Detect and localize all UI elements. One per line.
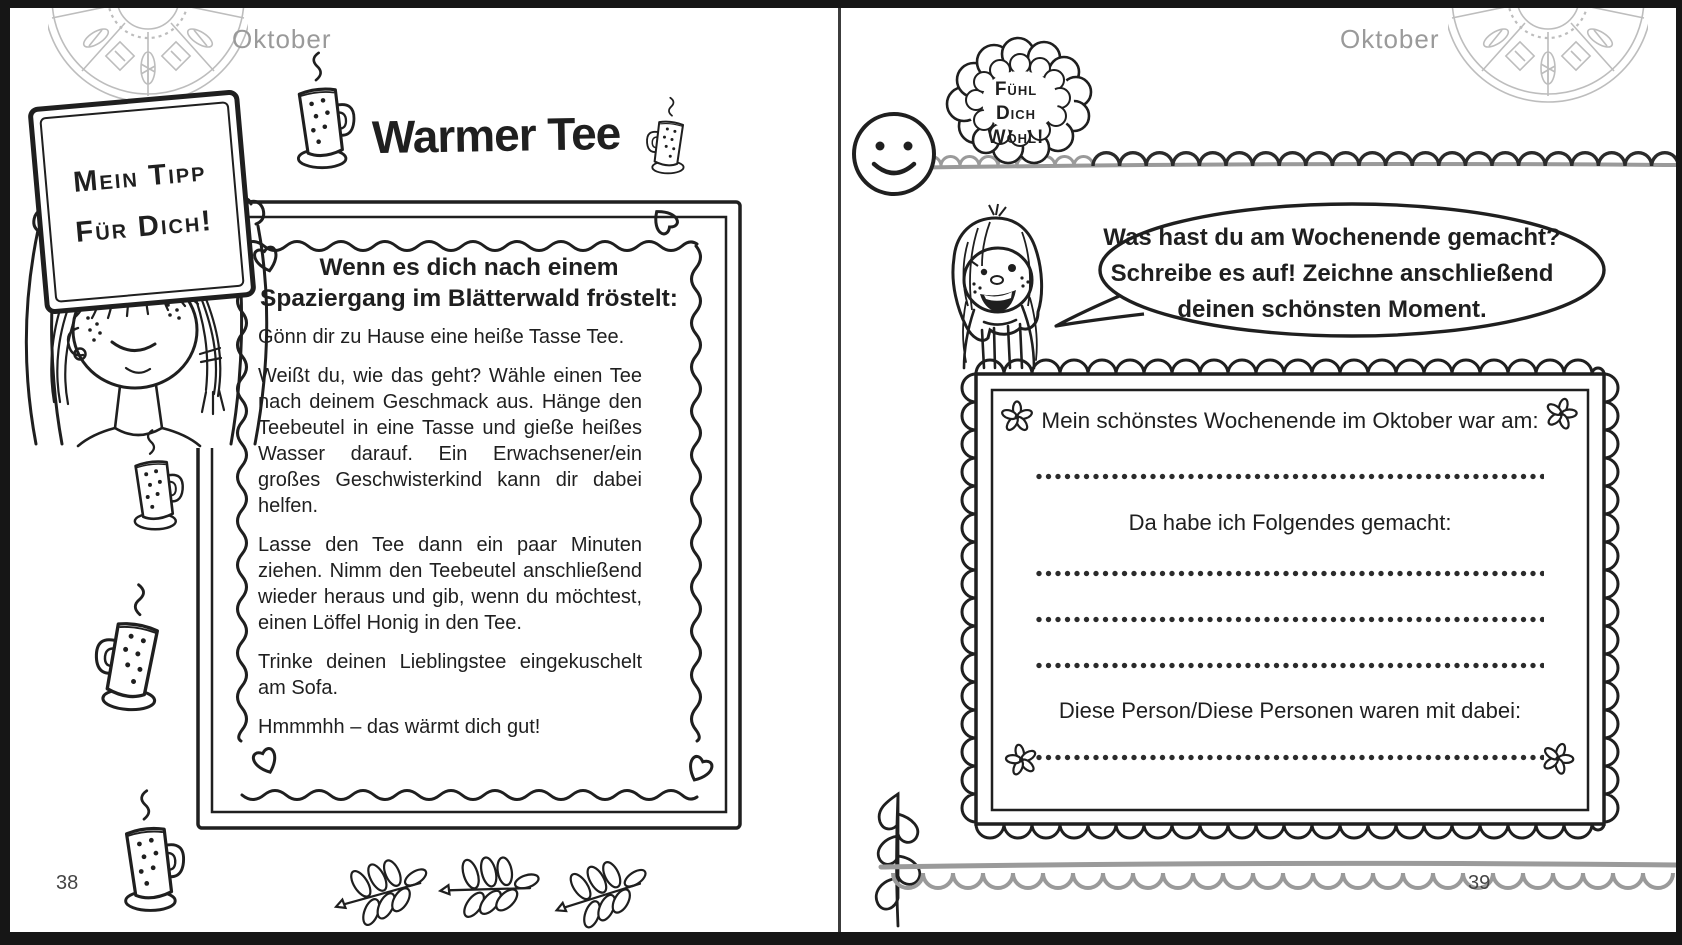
write-line-activity (1036, 570, 1544, 577)
form-label-people: Diese Person/Diese Personen waren mit dabei: (1058, 698, 1522, 723)
cloud-line2: Dich (995, 103, 1037, 124)
write-line-activity (1036, 662, 1544, 669)
speech-line1: Was hast du am Wochenende gemacht? (1103, 224, 1561, 251)
sign-line1: Mein Tipp (71, 155, 208, 199)
tip-paragraph: Trinke deinen Lieblingstee eingekuschelt am Sofa. (258, 651, 642, 699)
scan-border-top (0, 0, 1682, 8)
scan-border-left (0, 0, 10, 945)
form-label-done: Da habe ich Folgendes gemacht: (1128, 510, 1452, 535)
write-line-date (1036, 473, 1544, 480)
tip-paragraph: Gönn dir zu Hause eine heiße Tasse Tee. (258, 326, 625, 348)
leaf-icon (325, 848, 434, 933)
tip-heading-line1: Wenn es dich nach einem (319, 254, 619, 281)
girl-illustration (938, 202, 1056, 370)
form-title: Mein schönstes Wochenende im Oktober war am: (1041, 408, 1539, 433)
cloud-text (946, 78, 1086, 150)
cloud-line3: Wohl! (987, 127, 1045, 148)
tea-mug-icon (86, 580, 189, 724)
cloud-line1: Fühl (994, 79, 1038, 100)
weekend-form (952, 352, 1628, 844)
mandala-icon (1448, 8, 1648, 108)
page-title: Warmer Tee (371, 106, 621, 164)
page-number-right: 39 (1468, 872, 1491, 894)
write-line-people (1036, 754, 1544, 761)
scan-border-right (1676, 0, 1682, 945)
tip-heading (236, 252, 702, 314)
tip-paragraph: Hmmmhh – das wärmt dich gut! (258, 716, 541, 738)
write-line-activity (1036, 616, 1544, 623)
page-gutter-divider (838, 8, 841, 932)
tip-sign-inner (39, 101, 244, 303)
tea-mug-icon (112, 428, 188, 538)
speech-text (1100, 220, 1564, 328)
scallop-divider-bottom (845, 855, 1677, 911)
tip-text (258, 324, 642, 753)
scan-border-bottom (0, 932, 1682, 945)
sign-line2: Für Dich! (74, 204, 215, 249)
leaf-icon (542, 849, 658, 938)
tip-paragraph: Lasse den Tee dann ein paar Minuten ziehen. Nimm den Teebeutel anschließend wieder heraus und gib, wenn du möchtest, einen Löffel Honig in den Tee. (258, 534, 642, 634)
page-number-left: 38 (56, 872, 79, 894)
tea-mug-icon (643, 96, 701, 180)
leaf-icon (432, 838, 544, 934)
tea-mug-icon (272, 50, 360, 178)
speech-line2: Schreibe es auf! Zeichne anschließend (1110, 260, 1554, 287)
speech-line3: deinen schönsten Moment. (1177, 296, 1487, 323)
tea-mug-icon (98, 788, 190, 921)
tip-paragraph: Weißt du, wie das geht? Wähle einen Tee nach deinem Geschmack aus. Hänge den Teebeutel in eine Tasse und gieße heißes Wasser darauf. Ein Erwachsener/ein großes Geschwisterkind kann dir dabei helfen. (258, 365, 642, 517)
tip-sign (27, 89, 256, 315)
month-label-left: Oktober (232, 24, 332, 54)
tip-heading-line2: Spaziergang im Blätterwald fröstelt: (260, 285, 678, 312)
month-label-right: Oktober (1340, 24, 1440, 54)
tip-box (196, 200, 742, 830)
